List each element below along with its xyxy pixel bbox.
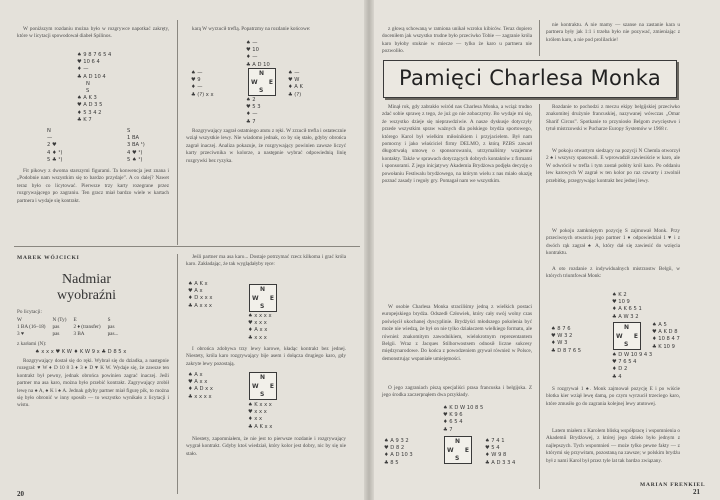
monk-col2-text3: W pokoju zamkniętym pozycję S zajmował Monk. Przy przeciwnych otwarciu jego partner 1 ♦ odpowiedział 1 ♥ i z dwóch rąk zagrał ♠ A, który dał się zawiesić do wzięcia kontraktu. (546, 228, 680, 257)
lead-hand: ♠ x x x ♥ K W ♦ K W 9 x ♣ D 8 5 x (35, 349, 127, 355)
hand2-south: ♠ 2 ♥ 5 3 ♦ — ♣ 7 (246, 97, 261, 125)
col2-lower-intro: Jeśli partner ma asa karo... Dostaje potrzymać rzecz kilkoma i grać króla karo. Zakładając, że tak wyglądałyby ręce: (186, 254, 346, 268)
hand6-east: ♠ A 5 ♥ A K D 8 ♦ 10 8 4 7 ♣ K 10 9 (652, 322, 680, 350)
column-divider-lower (177, 254, 178, 494)
compass-box: N W E S (249, 372, 277, 400)
bidding-intro: Po licytacji: (17, 309, 42, 315)
compass-box: N W E S (249, 284, 277, 312)
monk-col1-text: Minął rok, gdy zabrakło wśród nas Charlesa Monka, a wciąż trudno zdać sobie sprawę z tego, że już go nie zobaczymy. Bo wydaje mi się, że wszystko dzieje się nieprawdziwie. A nasze dyskusje dotyczyły przede wszystkim spraw ważnych dla polskiego brydża sportowego, którego Karol był wielkim miłośnikiem i przyjacielem. Był nam pomocny i jako właściciel firmy DELMO, z którą PZBS zawarł długotrwałą umowę o sponsorowaniu, utrzymaliśmy wzajemne kontakty. Także w sprawach dotyczących dobrych kontaktów z firmami i sponsorami. Z jego inicjatywy Akademia Brydżowa podjęła decyzję o powołaniu Festiwalu brydżowego, na którym wielu z nas miało okazję poznać zasady i reguły gry. Pomagał nam we wszystkim. (382, 104, 532, 185)
lead-label: z karłami (N): (17, 341, 47, 347)
col1-bottom-text: Fit pikowy z dwoma starszymi figurami. Ta konwencja jest znana i „Podobnie nam wszystkim się to bardzo przydaje”. A co dalej? Nawet teraz było co licytować. Pierwsze trzy karty rozegrane przez rozgrywającego po zagraniu. Ten gracz miał bardzo wiele w kartach partnera i wydaje się kontrakt. (17, 168, 169, 204)
compass-box: N W E S (613, 322, 641, 350)
hand3-south: ♠ x x x x ♥ x x x ♦ A x x ♣ x x x (248, 313, 272, 341)
hand5-north: ♠ K D W 10 8 5 ♥ K 9 6 ♦ 6 5 4 ♣ 7 (443, 405, 484, 433)
monk-col2-text2: W pokoju otwartym siedzący na pozycji N Chemla otworzył 2 ♠ i wszyscy spasowali. E wprowadził zawiesiście w karo, ale W odwrócił w trefla i tym został pobity król karo. Po oddaniu lew karowych W zagrał w ten kolor po raz czwarty i zwolnił przebitkę, przegrywając kontrakt bez jednej lewy. (546, 148, 680, 184)
hand6-north: ♠ K 2 ♥ 10 9 ♦ A K 6 5 1 ♣ A W 3 2 (612, 292, 642, 320)
col2-bottom-text: I obrońca zdobywa trzy lewy karowe, kładąc kontrakt bez jednej. Niestety, króla karo rozgrywający bije asem i dołącza drugiego karo, gdy zakryte lewy pozostają. (186, 346, 346, 367)
article-title: Pamięci Charlesa Monka (398, 66, 662, 90)
hand1-north: ♠ 9 8 7 6 5 4 ♥ 10 6 4 ♦ — ♣ A D 10 4 N S ♠ A K 3 ♥ A D 3 5 ♦ 5 3 4 2 ♣ K 7 (77, 52, 112, 123)
monk-col1-text2: W osobie Charlesa Monka straciliśmy jedną z wielkich postaci europejskiego brydża. Odszedł Człowiek, który cały swój wolny czas poświęcił ukochanej dyscyplinie. Brydżyści młodszego pokolenia być może nie wiedzą, że był on nie tylko działaczem wielkiego formatu, ale również znakomitym zawodnikiem, wielokrotnym reprezentantem Belgii. Wraz z Jacques Stilhorwostsem odnosił liczne sukcesy międzynarodowe. Do końca z powodzeniem grywał również w Polsce, demonstrując wspaniałe umiejętności. (382, 304, 532, 362)
hand4-west: ♠ A x ♥ A x x ♦ A D x x ♣ x x x x (188, 372, 213, 400)
right-top-col2: nie kontraktu. A nie mamy — szanse na zastanie kara u partnera były jak 1:1 i trzeba było nie pozywać, zmieniając z królem karo, a nie pod prolilackie! (546, 22, 680, 43)
intro-text: W poniższym rozdaniu można było w rozgrywce napotkać zakręty, które w licytacji spowodował diabeł Spilinos. (17, 26, 169, 40)
compass-box: N W E S (444, 436, 472, 464)
page-gutter (364, 0, 374, 500)
right-top-divider (539, 20, 540, 56)
hand6-south: ♠ D W 10 9 4 3 ♥ 7 6 5 4 ♦ D 2 ♣ 4 (612, 352, 653, 380)
article-title-nadmiar: Nadmiar wyobraźni (56, 272, 117, 303)
author-frenkiel: MARIAN FRENKIEL (640, 482, 706, 488)
author-wojcicki: MAREK WÓJCICKI (17, 255, 80, 261)
bidding-s: S 1 BA 3 BA ¹) 4 ♥ ¹) 5 ♠ ¹) (127, 128, 145, 163)
monk-col1-text3: O jego zagraniach piszą specjaliści prasa francuska i belgijska. Z jego środka zaczerpnąłem dwa przykłady. (382, 385, 532, 399)
col2-top-text: karą W wyrzucił treflą. Popatrzmy na rozdanie końcowe: (192, 26, 311, 32)
hand2-north: ♠ — ♥ 10 ♦ — ♣ A D 10 (246, 40, 270, 68)
hand2-west: ♠ — ♥ 9 ♦ — ♣ (?) x x (191, 70, 214, 98)
col1-lower-text: Rozgrywający dostał się do ręki. Wybrał się do dziadka, a następnie rozegrał: ♥ W ♦ D 10 8 3 ♦ 3 ♦ D ♥ K W. Wydaje się, że zawsze ten kontrakt był pewny, jednak obrońca powinien zagrać inaczej. Jeśli partner ma asa karo, można było przebić kontrakt. Zagrywający zrobił lewę na ♠ A, ♠ K i ♠ A. Jednak gdyby partner miał figurę pik, to można się było obronić w inny sposób — to wszystko wynikało z licytacji i wistu. (17, 358, 169, 409)
hand6-west: ♠ 8 7 6 ♥ W 3 2 ♦ W 3 ♣ D 8 7 6 5 (551, 326, 582, 354)
article-title-box (383, 60, 677, 98)
col2-mid-text: Rozgrywający zagrał ostatniego atutu z ręki. W zrzucił trefla i ostatecznie wziął wszystkie lewy. Nie wiadomo jednak, co by się stało, gdyby obrońca zagrał inaczej. Analiza pokazuje, że rozgrywający powinien zawsze liczyć karty przeciwnika w kolorze, a następnie wybrać odpowiednią linię rozgrywki bez ryzyka. (186, 128, 346, 164)
monk-col2-text6: Latem miałem z Karolem bliską współpracę i wspomnienia o Akademii Brydżowej, z której jego dzieło było jednym z najlepszych. Tych wspomnień — może tylko pewne fakty — z którymi się przywitam, pozostaną na zawsze; w polskim brydżu był z nami Karol był przez tyle lat tak bardzo związany. (546, 428, 680, 464)
section-divider (14, 246, 360, 247)
hand2-east: ♠ — ♥ W ♦ A K ♣ (?) (288, 70, 303, 98)
hand5-east: ♠ 7 4 1 ♥ 5 4 ♦ W 9 8 ♣ A D 3 3 4 (485, 438, 516, 466)
monk-col2-text: Rozdanie to pochodzi z meczu ekipy belgijskiej przeciwko znakomitej drużynie francuskiej, nazywanej wówczas „Omar Sharif Circus”. Spotkanie to przyniosło Belgom zwycięstwo i tytuł mistrzowski w Pucharze Europy Systemów w 1968 r. (546, 104, 680, 133)
hand4-south: ♠ K x x x ♥ x x x ♦ x x ♣ A K x x (248, 402, 273, 430)
hand5-west: ♠ A 9 3 2 ♥ D 8 2 ♦ A D 10 3 ♣ 8 5 (384, 438, 413, 466)
page-number-right: 21 (693, 488, 700, 496)
col2-last-text: Niestety, zapomniałem, że nie jest to pierwsze rozdanie i rozgrywający wygrał kontrakt. Gdyby ktoś wiedział, który kolor jest dobry, nic by się nie stało. (186, 436, 346, 457)
right-column-divider (539, 104, 540, 489)
page-number-left: 20 (17, 490, 24, 498)
hand3-west: ♠ A K x ♥ A x ♦ D x x x ♣ A x x x (188, 281, 213, 309)
bidding-n: N — 2 ♥ 4 ♦ ¹) 5 ♣ ¹) (47, 128, 63, 163)
compass-box: N W E S (248, 68, 276, 96)
bidding-table: W N (Ty) E S 1 BA (16–18) pas 2 ♦ (transfer) pas 3 ♥ pas 3 BA pas... (17, 317, 119, 338)
column-divider (177, 20, 178, 245)
monk-col2-text4: A oto rozdanie z indywidualnych mistrzostw Belgii, w których triumfował Monk: (546, 266, 680, 280)
monk-col2-text5: S rozgrywał 1 ♠. Monk zajmował pozycję E i po wiście blotka kier wziął lewę damą, po czym wyrzucił trzeciego karo, które zmusiło go do zagrania kolejnej lewy atutowej. (546, 386, 680, 407)
right-top-col1: z głową schowaną w ramiona unikał wzroku kibiców. Teraz dopiero doceniłem jak wszystko trudne było przeciwko Tobie — zagranie króla karo byłoby stuknie w miecze — tylko że karo u partnera nie pozwoliło. (382, 26, 532, 55)
